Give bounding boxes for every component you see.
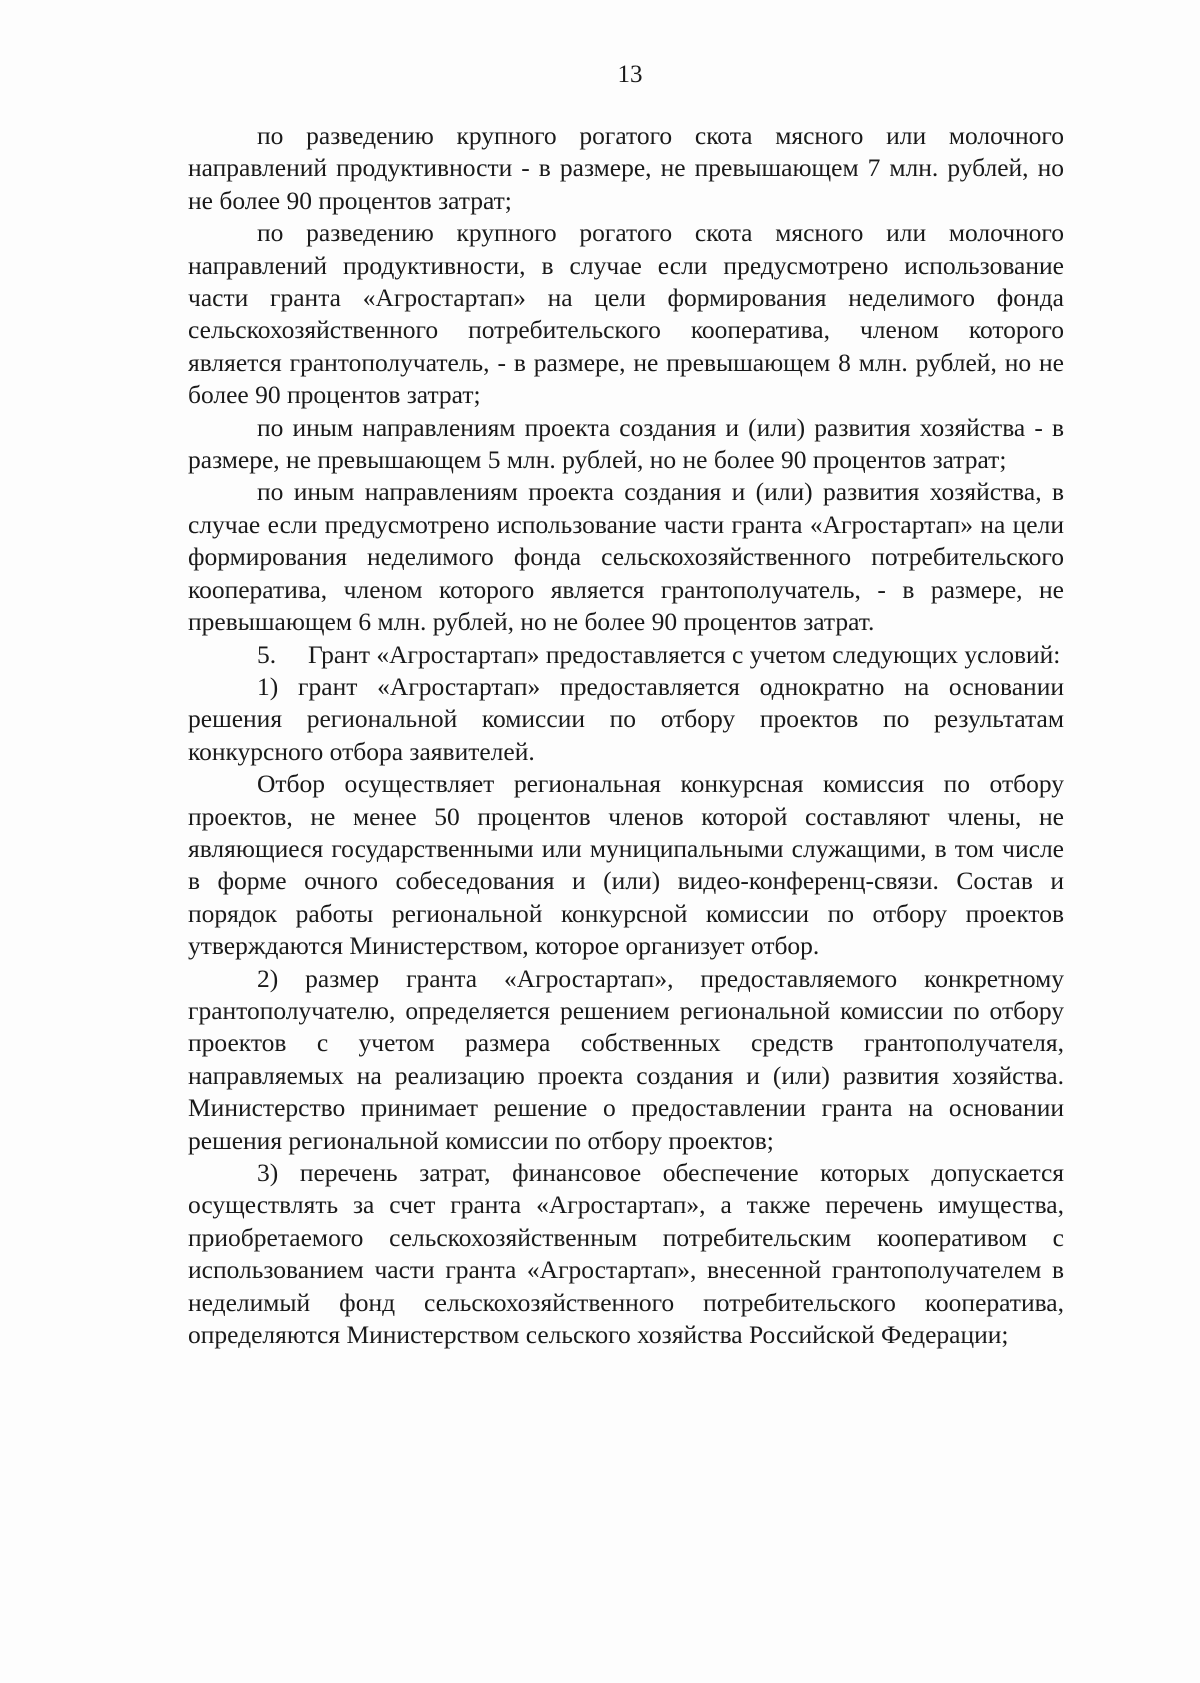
paragraph-condition-3: 3) перечень затрат, финансовое обеспечение которых допускается осуществлять за счет гранта «Агростартап», а также перечень имущества, приобретаемого сельскохозяйственным потребительским кооперативом с использованием части гранта «Агростартап», внесенной грантополучателем в неделимый фонд сельскохозяйственного потребительского кооператива, определяются Министерством сельского хозяйства Российской Федерации; xyxy=(188,1158,1064,1350)
paragraph-cattle-limit: по разведению крупного рогатого скота мясного или молочного направлений продуктивности - в размере, не превышающем 7 млн. рублей, но не более 90 процентов затрат; xyxy=(188,121,1064,215)
document-body xyxy=(188,120,1064,1351)
paragraph-condition-1: 1) грант «Агростартап» предоставляется однократно на основании решения региональной комиссии по отбору проектов по результатам конкурсного отбора заявителей. xyxy=(188,671,1064,766)
paragraph-condition-2: 2) размер гранта «Агростартап», предоставляемого конкретному грантополучателю, определяется решением региональной комиссии по отбору проектов с учетом размера собственных средств грантополучателя, направляемых на реализацию проекта создания и (или) развития хозяйства. Министерство принимает решение о предоставлении гранта на основании решения региональной комиссии по отбору проектов; xyxy=(188,963,1064,1155)
paragraph-other-directions-limit: по иным направлениям проекта создания и (или) развития хозяйства - в размере, не превышающем 5 млн. рублей, но не более 90 процентов затрат; xyxy=(188,412,1064,475)
paragraph-section-5: 5. Грант «Агростартап» предоставляется с учетом следующих условий: xyxy=(257,639,1061,669)
paragraph-selection-commission: Отбор осуществляет региональная конкурсная комиссия по отбору проектов, не менее 50 процентов членов которой составляют члены, не являющиеся государственными или муниципальными служащими, в том числе в форме очного собеседования и (или) видео-конференц-связи. Состав и порядок работы региональной конкурсной комиссии по отбору проектов утверждаются Министерством, которое организует отбор. xyxy=(188,769,1064,961)
paragraph-other-directions-cooperative-limit: по иным направлениям проекта создания и (или) развития хозяйства, в случае если предусмотрено использование части гранта «Агростартап» на цели формирования неделимого фонда сельскохозяйственного потребительского кооператива, членом которого является грантополучатель, - в размере, не превышающем 6 млн. рублей, но не более 90 процентов затрат. xyxy=(188,477,1064,637)
paragraph-cattle-cooperative-limit: по разведению крупного рогатого скота мясного или молочного направлений продуктивности, в случае если предусмотрено использование части гранта «Агростартап» на цели формирования неделимого фонда сельскохозяйственного потребительского кооператива, членом которого является грантополучатель, - в размере, не превышающем 8 млн. рублей, но не более 90 процентов затрат; xyxy=(188,218,1064,410)
page-number: 13 xyxy=(617,61,643,88)
